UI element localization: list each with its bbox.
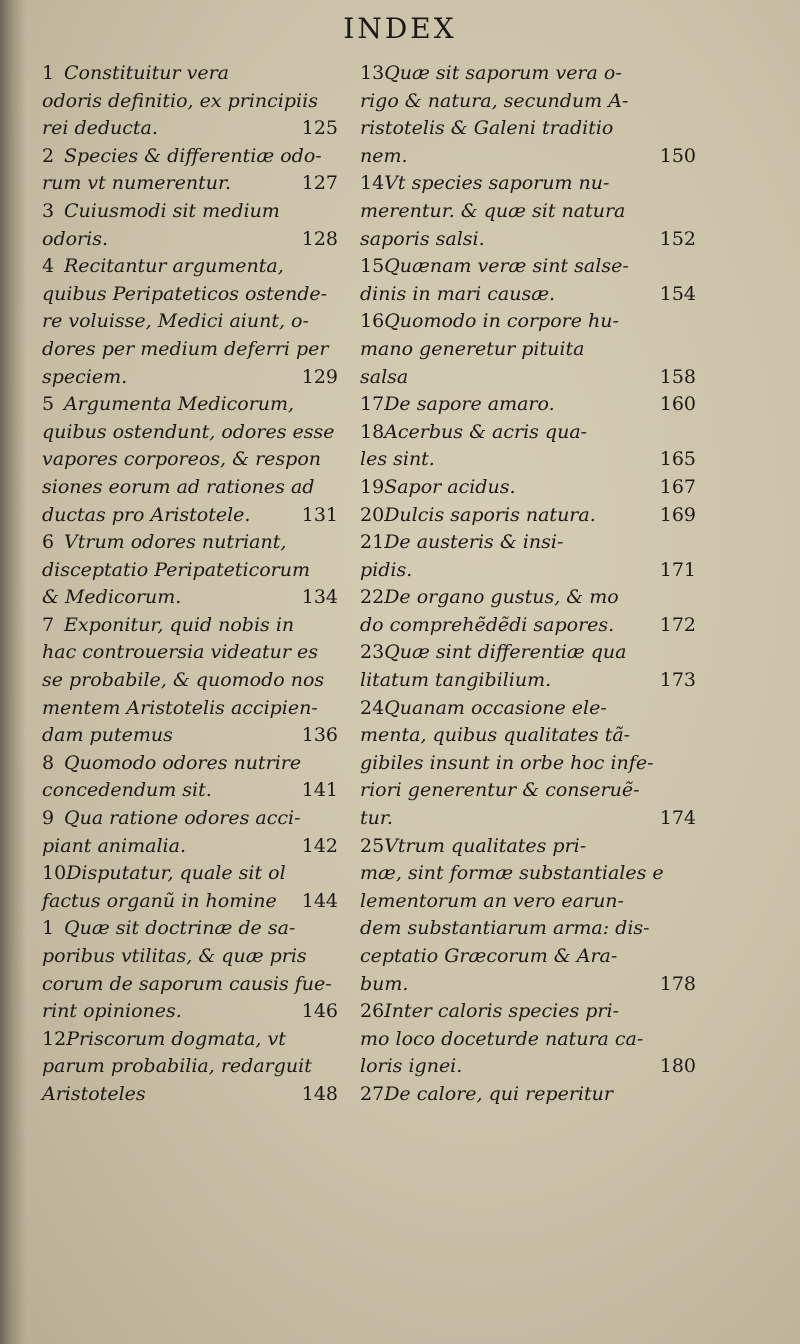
entry-page-number: 141: [301, 779, 338, 802]
entry-text: Quomodo in corpore hu-: [384, 310, 619, 333]
entry-page-number: 134: [301, 586, 338, 609]
index-entry: [42, 860, 342, 915]
index-entry: [360, 584, 700, 639]
entry-line: [42, 695, 342, 723]
index-entry: [42, 529, 342, 612]
entry-text: corum de saporum causis fue-: [42, 972, 332, 995]
entry-number: 23: [360, 641, 385, 664]
entry-text: Vt species saporum nu-: [384, 172, 610, 195]
entry-text: mæ, sint formæ substantiales e: [360, 862, 664, 885]
entry-page-number: 142: [301, 834, 338, 857]
entry-text: riori generentur & conseruẽ-: [360, 779, 640, 802]
entry-line: [42, 502, 342, 530]
index-entry: [42, 1026, 342, 1109]
index-entry: [360, 639, 700, 694]
entry-number: 26: [360, 1000, 385, 1023]
entry-text: odoris.: [42, 227, 108, 250]
entry-line: [360, 281, 700, 309]
entry-text: De austeris & insi-: [384, 531, 564, 554]
entry-number: 25: [360, 834, 385, 857]
entry-page-number: 128: [301, 227, 338, 250]
entry-text: loris ignei.: [360, 1055, 463, 1078]
index-entry: [42, 612, 342, 750]
entry-number: 18: [360, 420, 385, 443]
entry-number: 9: [42, 807, 55, 830]
entry-number: 6: [42, 531, 55, 554]
entry-page-number: 129: [301, 365, 338, 388]
entry-page-number: 167: [659, 475, 696, 498]
entry-text: rei deducta.: [42, 117, 158, 140]
entry-line: [360, 833, 700, 861]
entry-line: [360, 722, 700, 750]
entry-text: Quanam occasione ele-: [384, 696, 607, 719]
entry-page-number: 165: [659, 448, 696, 471]
entry-text: rum vt numerentur.: [42, 172, 231, 195]
index-entry: [42, 60, 342, 143]
entry-line: [42, 777, 342, 805]
entry-text: Priscorum dogmata, vt: [66, 1027, 286, 1050]
entry-page-number: 173: [659, 669, 696, 692]
entry-text: do comprehẽdẽdi sapores.: [360, 613, 615, 636]
entry-line: [360, 805, 700, 833]
entry-number: 17: [360, 393, 385, 416]
entry-line: [42, 888, 342, 916]
entry-text: re voluisse, Medici aiunt, o-: [42, 310, 309, 333]
entry-number: 14: [360, 172, 385, 195]
entry-line: [42, 226, 342, 254]
entry-line: [360, 419, 700, 447]
entry-line: [360, 639, 700, 667]
entry-text: rigo & natura, secundum A-: [360, 89, 629, 112]
entry-line: [360, 308, 700, 336]
entry-line: [360, 364, 700, 392]
entry-text: Sapor acidus.: [384, 475, 516, 498]
entry-text: disceptatio Peripateticorum: [42, 558, 311, 581]
entry-line: [42, 998, 342, 1026]
entry-line: [42, 915, 342, 943]
entry-line: [360, 115, 700, 143]
entry-line: [360, 888, 700, 916]
entry-text: saporis salsi.: [360, 227, 485, 250]
entry-text: Acerbus & acris qua-: [384, 420, 588, 443]
entry-text: Argumenta Medicorum,: [64, 393, 295, 416]
entry-line: [360, 557, 700, 585]
index-entry: [360, 419, 700, 474]
entry-line: [360, 143, 700, 171]
entry-line: [360, 750, 700, 778]
entry-line: [42, 805, 342, 833]
entry-number: 5: [42, 393, 55, 416]
entry-text: Species & differentiæ odo-: [64, 144, 322, 167]
index-entry: [360, 308, 700, 391]
entry-text: De sapore amaro.: [384, 393, 555, 416]
entry-page-number: 158: [659, 365, 696, 388]
index-entry: [42, 915, 342, 1025]
entry-line: [360, 170, 700, 198]
entry-text: ductas pro Aristotele.: [42, 503, 251, 526]
index-entry: [360, 695, 700, 833]
entry-text: Dulcis saporis natura.: [384, 503, 596, 526]
entry-number: 2: [42, 144, 55, 167]
entry-page-number: 136: [301, 724, 338, 747]
entry-text: vapores corporeos, & respon: [42, 448, 322, 471]
entry-line: [42, 143, 342, 171]
entry-line: [42, 971, 342, 999]
entry-text: dinis in mari causæ.: [360, 282, 556, 305]
entry-text: dores per medium deferri per: [42, 337, 329, 360]
entry-number: 20: [360, 503, 385, 526]
entry-line: [42, 474, 342, 502]
entry-line: [42, 1081, 342, 1109]
entry-line: [360, 612, 700, 640]
entry-line: [360, 667, 700, 695]
entry-page-number: 178: [659, 972, 696, 995]
entry-text: factus organũ in homine: [42, 889, 277, 912]
entry-page-number: 148: [301, 1082, 338, 1105]
entry-text: Vtrum qualitates pri-: [384, 834, 587, 857]
entry-line: [42, 115, 342, 143]
entry-line: [360, 336, 700, 364]
entry-text: ceptatio Græcorum & Ara-: [360, 945, 618, 967]
entry-line: [42, 639, 342, 667]
entry-text: Vtrum odores nutriant,: [64, 531, 287, 554]
entry-text: odoris definitio, ex principiis: [42, 89, 318, 112]
index-entry: [360, 253, 700, 308]
entry-text: hac controuersia videatur es: [42, 641, 319, 664]
entry-page-number: 174: [659, 807, 696, 830]
entry-line: [42, 860, 342, 888]
index-entry: [360, 60, 700, 170]
entry-line: [42, 253, 342, 281]
entry-number: 1: [42, 917, 55, 940]
entry-number: 19: [360, 475, 385, 498]
entry-page-number: 150: [659, 144, 696, 167]
index-column-right: [360, 60, 700, 1109]
entry-number: 16: [360, 310, 385, 333]
entry-line: [360, 1081, 700, 1109]
entry-page-number: 154: [659, 282, 696, 305]
entry-text: nem.: [360, 144, 408, 167]
index-entry: [42, 750, 342, 805]
entry-text: mano generetur pituita: [360, 337, 585, 360]
entry-line: [360, 253, 700, 281]
entry-text: Quænam veræ sint salse-: [384, 255, 629, 278]
entry-page-number: 171: [659, 558, 696, 581]
entry-text: poribus vtilitas, & quæ pris: [42, 945, 307, 967]
entry-line: [360, 198, 700, 226]
entry-number: 15: [360, 255, 385, 278]
entry-number: 10: [42, 862, 67, 885]
entry-line: [360, 1026, 700, 1054]
entry-line: [42, 1053, 342, 1081]
entry-text: bum.: [360, 972, 409, 995]
entry-line: [360, 226, 700, 254]
entry-text: les sint.: [360, 448, 435, 471]
entry-text: parum probabilia, redarguit: [42, 1055, 312, 1078]
entry-text: quibus ostendunt, odores esse: [42, 420, 335, 443]
entry-page-number: 180: [659, 1055, 696, 1078]
entry-text: salsa: [360, 365, 409, 388]
entry-text: Inter caloris species pri-: [384, 1000, 620, 1023]
entry-line: [42, 833, 342, 861]
entry-number: 7: [42, 613, 55, 636]
entry-text: Quomodo odores nutrire: [64, 751, 302, 774]
entry-page-number: 127: [301, 172, 338, 195]
entry-number: 4: [42, 255, 55, 278]
entry-text: & Medicorum.: [42, 586, 182, 609]
entry-number: 1: [42, 62, 55, 84]
entry-number: 24: [360, 696, 385, 719]
entry-text: litatum tangibilium.: [360, 669, 552, 692]
entry-text: menta, quibus qualitates tã-: [360, 724, 631, 747]
entry-page-number: 125: [301, 117, 338, 140]
entry-text: mentem Aristotelis accipien-: [42, 696, 318, 719]
entry-line: [42, 529, 342, 557]
entry-text: tur.: [360, 807, 393, 830]
entry-text: piant animalia.: [42, 834, 186, 857]
entry-line: [42, 612, 342, 640]
entry-text: Qua ratione odores acci-: [64, 807, 301, 830]
book-gutter-shadow: [0, 0, 26, 1344]
entry-line: [42, 308, 342, 336]
entry-text: Quæ sit saporum vera o-: [384, 62, 622, 84]
entry-line: [360, 474, 700, 502]
entry-line: [42, 419, 342, 447]
entry-text: Aristoteles: [42, 1082, 146, 1105]
entry-line: [42, 364, 342, 392]
entry-text: speciem.: [42, 365, 128, 388]
entry-text: concedendum sit.: [42, 779, 212, 802]
entry-line: [42, 667, 342, 695]
entry-number: 13: [360, 62, 385, 84]
entry-text: ristotelis & Galeni traditio: [360, 117, 614, 140]
entry-line: [360, 1053, 700, 1081]
entry-number: 8: [42, 751, 55, 774]
entry-text: De calore, qui reperitur: [384, 1082, 613, 1105]
index-entry: [42, 805, 342, 860]
entry-line: [360, 777, 700, 805]
entry-line: [360, 391, 700, 419]
entry-text: mo loco doceturde natura ca-: [360, 1027, 644, 1050]
entry-text: Disputatur, quale sit ol: [66, 862, 286, 885]
entry-line: [360, 971, 700, 999]
entry-line: [360, 860, 700, 888]
entry-line: [42, 584, 342, 612]
entry-text: Exponitur, quid nobis in: [64, 613, 295, 636]
index-entry: [360, 474, 700, 502]
entry-text: De organo gustus, & mo: [384, 586, 619, 609]
index-entry: [360, 1081, 700, 1109]
entry-line: [360, 998, 700, 1026]
entry-line: [360, 584, 700, 612]
entry-text: dam putemus: [42, 724, 173, 747]
index-entry: [42, 143, 342, 198]
entry-text: Recitantur argumenta,: [64, 255, 284, 278]
index-entry: [360, 391, 700, 419]
entry-text: dem substantiarum arma: dis-: [360, 917, 650, 940]
entry-line: [42, 750, 342, 778]
entry-number: 12: [42, 1027, 67, 1050]
entry-line: [360, 529, 700, 557]
entry-line: [42, 88, 342, 116]
index-entry: [42, 391, 342, 529]
entry-text: Quæ sit doctrinæ de sa-: [64, 917, 296, 940]
entry-line: [42, 943, 342, 971]
entry-number: 22: [360, 586, 385, 609]
index-column-left: [42, 60, 342, 1109]
entry-page-number: 172: [659, 613, 696, 636]
entry-line: [42, 170, 342, 198]
index-entry: [360, 833, 700, 999]
entry-line: [360, 446, 700, 474]
entry-page-number: 160: [659, 393, 696, 416]
entry-line: [360, 915, 700, 943]
entry-text: rint opiniones.: [42, 1000, 182, 1023]
entry-line: [42, 557, 342, 585]
entry-text: gibiles insunt in orbe hoc infe-: [360, 751, 654, 774]
index-entry: [42, 253, 342, 391]
entry-page-number: 144: [301, 889, 338, 912]
entry-page-number: 146: [301, 1000, 338, 1023]
entry-text: siones eorum ad rationes ad: [42, 475, 315, 498]
entry-line: [360, 695, 700, 723]
entry-text: Cuiusmodi sit medium: [64, 199, 280, 222]
entry-text: quibus Peripateticos ostende-: [42, 282, 328, 305]
entry-text: merentur. & quæ sit natura: [360, 199, 626, 222]
entry-line: [42, 60, 342, 88]
entry-text: se probabile, & quomodo nos: [42, 669, 325, 692]
entry-line: [42, 198, 342, 226]
entry-line: [42, 281, 342, 309]
entry-text: Quæ sint differentiæ qua: [384, 641, 627, 664]
entry-line: [360, 943, 700, 971]
page-title: INDEX: [343, 12, 457, 45]
index-entry: [360, 170, 700, 253]
entry-line: [42, 722, 342, 750]
entry-line: [42, 1026, 342, 1054]
entry-page-number: 131: [301, 503, 338, 526]
entry-line: [360, 60, 700, 88]
entry-line: [42, 446, 342, 474]
index-entry: [360, 502, 700, 530]
entry-text: pidis.: [360, 558, 413, 581]
entry-text: Constituitur vera: [64, 62, 230, 84]
entry-text: lementorum an vero earun-: [360, 889, 624, 912]
entry-line: [42, 391, 342, 419]
index-entry: [360, 998, 700, 1081]
entry-number: 3: [42, 199, 55, 222]
entry-number: 27: [360, 1082, 385, 1105]
entry-number: 21: [360, 531, 385, 554]
entry-line: [360, 502, 700, 530]
entry-line: [42, 336, 342, 364]
index-entry: [360, 529, 700, 584]
entry-page-number: 169: [659, 503, 696, 526]
entry-line: [360, 88, 700, 116]
index-entry: [42, 198, 342, 253]
entry-page-number: 152: [659, 227, 696, 250]
